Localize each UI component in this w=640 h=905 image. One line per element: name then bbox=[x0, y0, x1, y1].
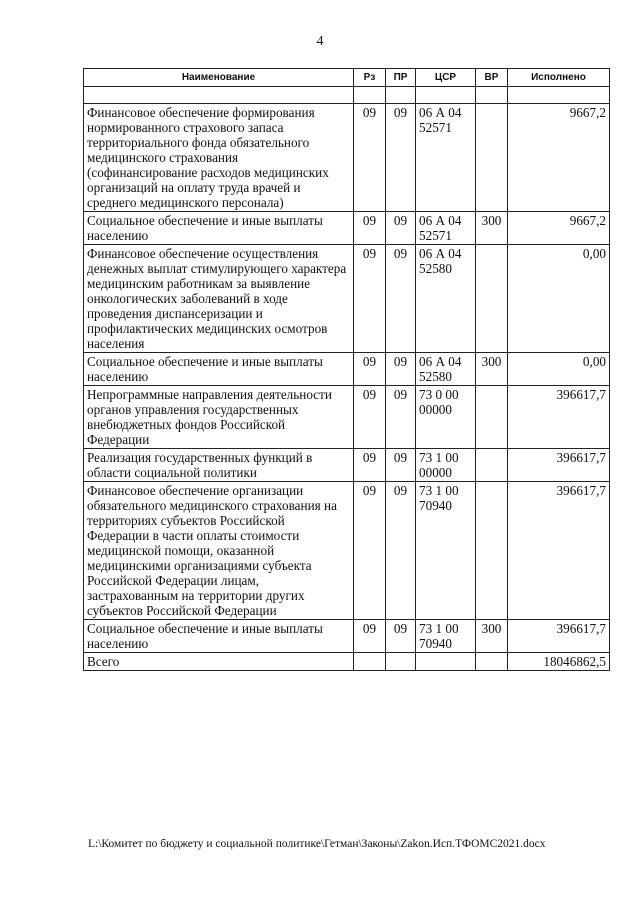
table-row bbox=[84, 482, 610, 620]
header-name: Наименование bbox=[84, 69, 354, 87]
budget-table bbox=[83, 68, 610, 671]
table-row bbox=[84, 212, 610, 245]
row-name: Финансовое обеспечение организации обязательного медицинского страхования на территориях субъектов Российской Федерации в части оплаты стоимости медицинской помощи, оказанной медицинскими организациями субъекта Российской Федерации лицам, застрахованным на территории других субъектов Российской Федерации bbox=[84, 482, 354, 620]
header-sum: Исполнено bbox=[508, 69, 610, 87]
row-pr: 09 bbox=[386, 245, 416, 353]
row-csr: 06 А 04 52571 bbox=[416, 212, 476, 245]
table-row bbox=[84, 245, 610, 353]
row-vr bbox=[476, 104, 508, 212]
row-vr bbox=[476, 245, 508, 353]
row-sum: 0,00 bbox=[508, 245, 610, 353]
row-sum: 396617,7 bbox=[508, 620, 610, 653]
row-sum: 396617,7 bbox=[508, 482, 610, 620]
row-rz: 09 bbox=[354, 482, 386, 620]
row-rz: 09 bbox=[354, 245, 386, 353]
total-row bbox=[84, 653, 610, 671]
row-vr bbox=[476, 449, 508, 482]
row-csr: 73 1 00 70940 bbox=[416, 620, 476, 653]
table-header-row bbox=[84, 69, 610, 87]
total-label: Всего bbox=[84, 653, 354, 671]
table-row bbox=[84, 449, 610, 482]
row-csr: 73 1 00 00000 bbox=[416, 449, 476, 482]
row-vr: 300 bbox=[476, 212, 508, 245]
row-vr bbox=[476, 386, 508, 449]
row-sum: 396617,7 bbox=[508, 449, 610, 482]
row-sum: 9667,2 bbox=[508, 212, 610, 245]
row-name: Социальное обеспечение и иные выплаты населению bbox=[84, 212, 354, 245]
row-vr: 300 bbox=[476, 620, 508, 653]
row-pr: 09 bbox=[386, 104, 416, 212]
row-name: Социальное обеспечение и иные выплаты населению bbox=[84, 620, 354, 653]
row-rz: 09 bbox=[354, 386, 386, 449]
row-rz: 09 bbox=[354, 449, 386, 482]
row-csr: 73 1 00 70940 bbox=[416, 482, 476, 620]
row-rz: 09 bbox=[354, 620, 386, 653]
row-pr: 09 bbox=[386, 620, 416, 653]
row-rz: 09 bbox=[354, 212, 386, 245]
table-row bbox=[84, 386, 610, 449]
row-vr: 300 bbox=[476, 353, 508, 386]
row-pr: 09 bbox=[386, 212, 416, 245]
row-rz: 09 bbox=[354, 104, 386, 212]
header-rz: Рз bbox=[354, 69, 386, 87]
page-number: 4 bbox=[316, 34, 324, 49]
row-rz: 09 bbox=[354, 353, 386, 386]
row-sum: 9667,2 bbox=[508, 104, 610, 212]
table-row bbox=[84, 104, 610, 212]
row-csr: 73 0 00 00000 bbox=[416, 386, 476, 449]
row-pr: 09 bbox=[386, 353, 416, 386]
row-vr bbox=[476, 482, 508, 620]
row-name: Финансовое обеспечение формирования нормированного страхового запаса территориального фонда обязательного медицинского страхования (софинансирование расходов медицинских организаций на оплату труда врачей и среднего медицинского персонала) bbox=[84, 104, 354, 212]
spacer-row bbox=[84, 87, 610, 104]
row-name: Социальное обеспечение и иные выплаты населению bbox=[84, 353, 354, 386]
row-csr: 06 А 04 52571 bbox=[416, 104, 476, 212]
header-pr: ПР bbox=[386, 69, 416, 87]
row-csr: 06 А 04 52580 bbox=[416, 353, 476, 386]
header-csr: ЦСР bbox=[416, 69, 476, 87]
file-path-footer: L:\Комитет по бюджету и социальной политике\Гетман\Законы\Zakon.Исп.ТФОМС2021.docx bbox=[88, 838, 546, 850]
row-pr: 09 bbox=[386, 482, 416, 620]
row-sum: 0,00 bbox=[508, 353, 610, 386]
row-name: Непрограммные направления деятельности органов управления государственных внебюджетных фондов Российской Федерации bbox=[84, 386, 354, 449]
table-row bbox=[84, 620, 610, 653]
total-sum: 18046862,5 bbox=[508, 653, 610, 671]
row-pr: 09 bbox=[386, 449, 416, 482]
row-name: Финансовое обеспечение осуществления денежных выплат стимулирующего характера медицинским работникам за выявление онкологических заболеваний в ходе проведения диспансеризации и профилактических медицинских осмотров населения bbox=[84, 245, 354, 353]
row-pr: 09 bbox=[386, 386, 416, 449]
header-vr: ВР bbox=[476, 69, 508, 87]
row-sum: 396617,7 bbox=[508, 386, 610, 449]
row-name: Реализация государственных функций в области социальной политики bbox=[84, 449, 354, 482]
row-csr: 06 А 04 52580 bbox=[416, 245, 476, 353]
table-row bbox=[84, 353, 610, 386]
